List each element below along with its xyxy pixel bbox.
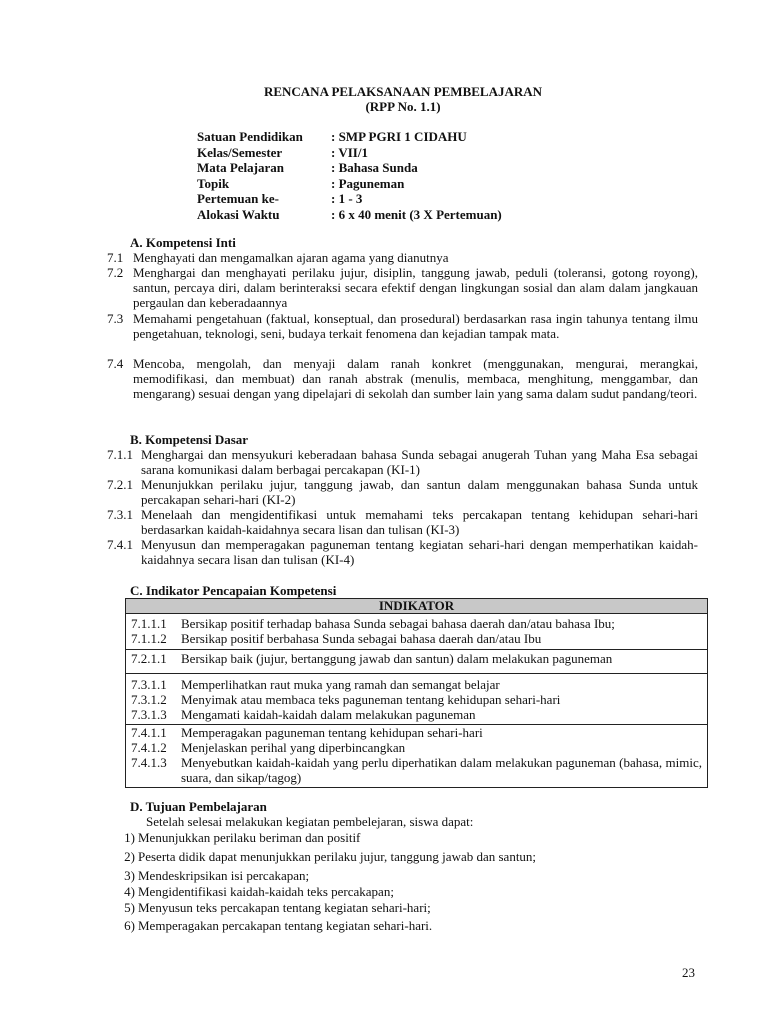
indicator-row: 7.4.1.1 Memperagakan paguneman tentang kehidupan sehari-hari [131,725,483,740]
indicator-group [126,674,708,725]
tujuan-item: 4) Mengidentifikasi kaidah-kaidah teks percakapan; [124,884,394,899]
tujuan-item: 6) Memperagakan percakapan tentang kegiatan sehari-hari. [124,918,433,933]
indicator-row: 7.2.1.1 Bersikap baik (jujur, bertanggung jawab dan santun) dalam melakukan paguneman [131,651,613,666]
indicator-row: 7.1.1.1 Bersikap positif terhadap bahasa Sunda sebagai bahasa daerah dan/atau bahasa Ibu; [131,616,615,631]
tujuan-item: 3) Mendeskripsikan isi percakapan; [124,868,310,883]
indicator-row: 7.4.1.2 Menjelaskan perihal yang diperbincangkan [131,740,406,755]
indicator-row: 7.3.1.1 Memperlihatkan raut muka yang ramah dan semangat belajar [131,677,500,692]
indicator-row: 7.1.1.2 Bersikap positif berbahasa Sunda sebagai bahasa daerah dan/atau Ibu [131,631,542,646]
indicator-table [125,598,708,788]
kd-item: 7.4.1 Menyusun dan memperagakan paguneman tentang kegiatan sehari-hari dengan memperhatikan kaidah-kaidahnya secara lisan dan tulisan (KI-4) [107,537,698,567]
document-title: RENCANA PELAKSANAAN PEMBELAJARAN [263,84,543,99]
indicator-row: 7.3.1.3 Mengamati kaidah-kaidah dalam melakukan paguneman [131,707,476,722]
identity-block [197,129,502,222]
indicator-row: 7.3.1.2 Menyimak atau membaca teks paguneman tentang kehidupan sehari-hari [131,692,561,707]
ki-item: 7.3 Memahami pengetahuan (faktual, konseptual, dan prosedural) berdasarkan rasa ingin tahunya tentang ilmu pengetahuan, teknologi, seni, budaya terkait fenomena dan kejadian tampak mata. [107,311,698,341]
tujuan-intro: Setelah selesai melakukan kegiatan pembelejaran, siswa dapat: [146,814,474,829]
kd-item: 7.3.1 Menelaah dan mengidentifikasi untuk memahami teks percakapan tentang kehidupan sehari-hari berdasarkan kaidah-kaidahnya secara lisan dan tulisan (KI-3) [107,507,698,537]
ki-item: 7.1 Menghayati dan mengamalkan ajaran agama yang dianutnya [107,250,449,265]
meta-row-topik: Topik : Paguneman [197,175,405,191]
tujuan-item: 1) Menunjukkan perilaku beriman dan positif [124,830,361,845]
ki-item: 7.4 Mencoba, mengolah, dan menyaji dalam ranah konkret (menggunakan, mengurai, merangkai, memodifikasi, dan membuat) dan ranah abstrak (menulis, membaca, menghitung, menggambar, dan mengarang) sesuai dengan yang dipelajari di sekolah dan sumber lain yang sama dalam sudut pandang/teori. [107,356,698,401]
meta-row-mapel: Mata Pelajaran : Bahasa Sunda [197,160,418,175]
document-subtitle: (RPP No. 1.1) [365,99,441,114]
page-number: 23 [682,965,695,980]
tujuan-item: 2) Peserta didik dapat menunjukkan perilaku jujur, tanggung jawab dan santun; [124,849,537,864]
indicator-row: 7.4.1.3 Menyebutkan kaidah-kaidah yang perlu diperhatikan dalam melakukan paguneman (bahasa, mimic, suara, dan sikap/tagog) [131,755,702,785]
meta-row-satuan: Satuan Pendidikan : SMP PGRI 1 CIDAHU [197,129,467,144]
meta-row-alokasi: Alokasi Waktu : 6 x 40 menit (3 X Pertemuan) [197,206,502,222]
indicator-group [126,725,708,788]
section-heading-ki: A. Kompetensi Inti [130,235,236,250]
tujuan-item: 5) Menyusun teks percakapan tentang kegiatan sehari-hari; [124,900,431,915]
section-heading-tujuan: D. Tujuan Pembelajaran [130,799,267,814]
indicator-group [126,614,708,650]
kd-item: 7.2.1 Menunjukkan perilaku jujur, tanggung jawab, dan santun dalam menggunakan bahasa Sunda untuk percakapan sehari-hari (KI-2) [107,477,698,507]
meta-row-pertemuan: Pertemuan ke- : 1 - 3 [197,191,363,206]
meta-row-kelas: Kelas/Semester : VII/1 [197,144,368,160]
section-heading-ipk: C. Indikator Pencapaian Kompetensi [130,583,337,598]
indicator-group [126,650,708,674]
indicator-table-header: INDIKATOR [126,599,708,614]
kd-item: 7.1.1 Menghargai dan mensyukuri keberadaan bahasa Sunda sebagai anugerah Tuhan yang Maha Esa sebagai sarana komunikasi dalam berbagai percakapan (KI-1) [107,447,698,477]
section-heading-kd: B. Kompetensi Dasar [130,432,249,447]
ki-item: 7.2 Menghargai dan menghayati perilaku jujur, disiplin, tanggung jawab, peduli (toleransi, gotong royong), santun, percaya diri, dalam berinteraksi secara efektif dengan lingkungan sosial dan alam dalam jangkauan pergaulan dan keberadaannya [107,265,698,310]
